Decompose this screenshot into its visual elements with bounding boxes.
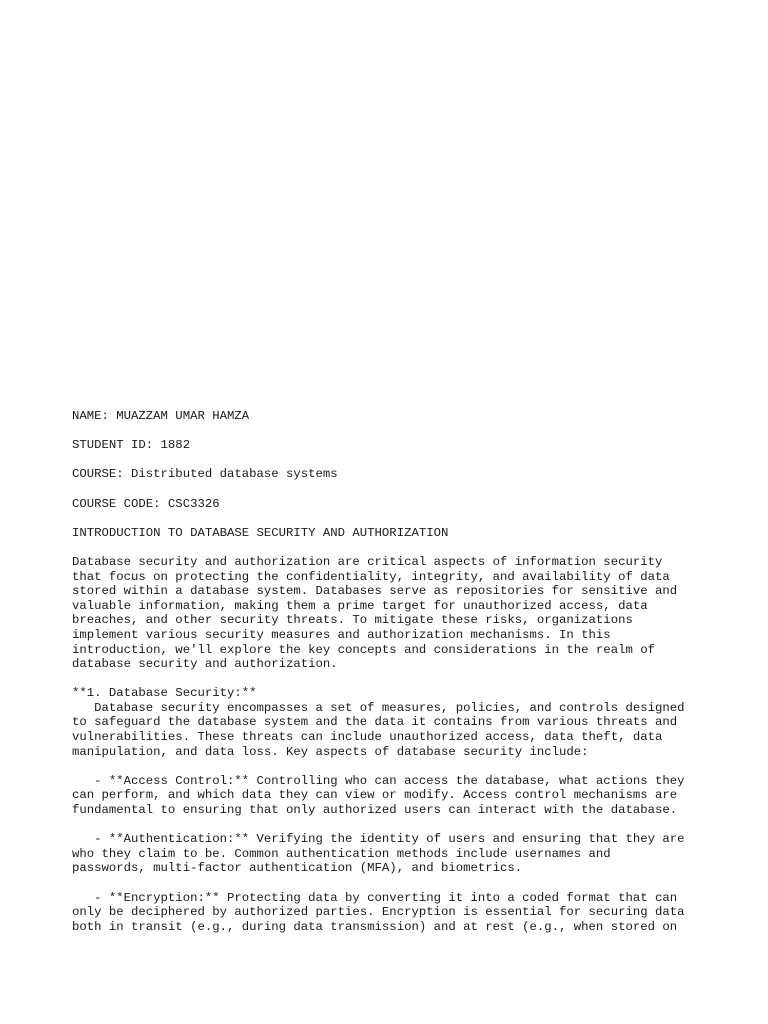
section-database-security: **1. Database Security:** Database security encompasses a set of measures, policies, and controls designed to safeguard the database system and the data it contains from various threats and vulnerabilities. These threats can include unauthorized access, data theft, data manipulation, and data loss. Key aspects of database security include: bbox=[72, 686, 685, 759]
bullet-access-control: - **Access Control:** Controlling who can access the database, what actions they can perform, and which data they can view or modify. Access control mechanisms are fundamental to ensuring that only authorized users can interact with the database. bbox=[72, 773, 685, 818]
intro-paragraph: Database security and authorization are critical aspects of information security that focus on protecting the confidentiality, integrity, and availability of data stored within a database system. Databases serve as repositories for sensitive and valuable information, making them a prime target for unauthorized access, data breaches, and other security threats. To mitigate these risks, organizations implement various security measures and authorization mechanisms. In this introduction, we'll explore the key concepts and considerations in the realm of database security and authorization. bbox=[72, 554, 678, 672]
document-title: INTRODUCTION TO DATABASE SECURITY AND AUTHORIZATION bbox=[72, 525, 449, 540]
bullet-encryption: - **Encryption:** Protecting data by converting it into a coded format that can only be deciphered by authorized parties. Encryption is essential for securing data both in transit (e.g., during data transmission) and at rest (e.g., when stored on bbox=[72, 890, 685, 934]
course-code-line: COURSE CODE: CSC3326 bbox=[72, 496, 220, 511]
document-page bbox=[72, 409, 712, 949]
student-id-line: STUDENT ID: 1882 bbox=[72, 438, 191, 453]
student-name-line: NAME: MUAZZAM UMAR HAMZA bbox=[72, 409, 250, 423]
course-line: COURSE: Distributed database systems bbox=[72, 467, 338, 482]
bullet-authentication: - **Authentication:** Verifying the identity of users and ensuring that they are who they claim to be. Common authentication methods include usernames and passwords, multi-factor authentication (MFA), and biometrics. bbox=[72, 832, 685, 876]
